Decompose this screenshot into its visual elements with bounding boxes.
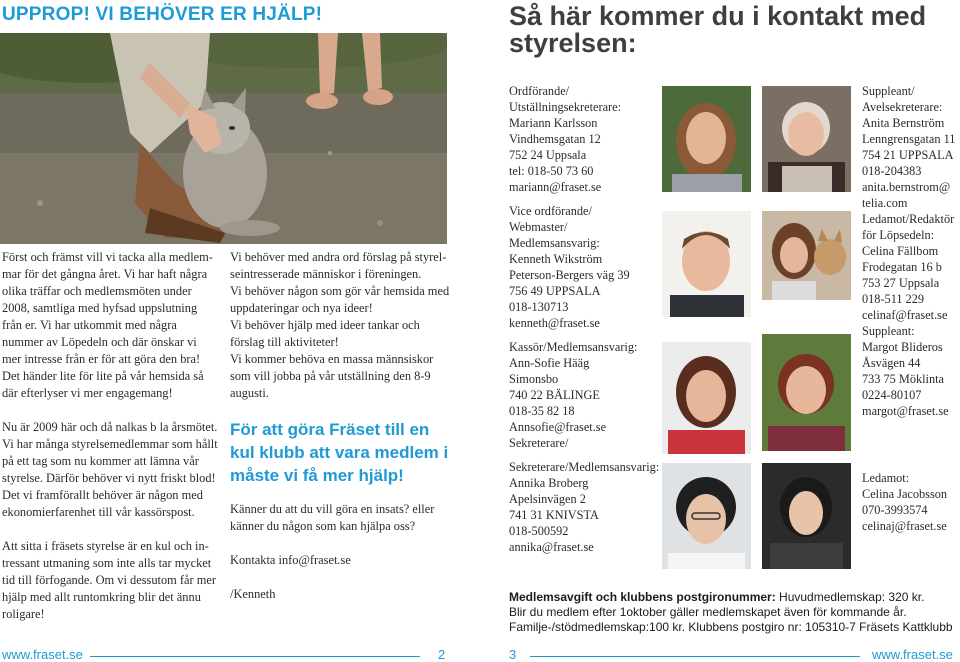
appeal-column <box>230 249 450 620</box>
contact-line: Avelsekreterare: <box>862 100 943 114</box>
contact-line: Lenngrensgatan 11 <box>862 132 956 146</box>
contact-line: 756 49 UPPSALA <box>509 284 601 298</box>
question-paragraph: Känner du att du vill göra en insats? eller känner du någon som kan hjälpa oss? <box>230 502 435 533</box>
portrait-mariann <box>662 86 751 192</box>
contact-line: Suppleant/ <box>862 84 915 98</box>
contact-line: Webmaster/ <box>509 220 568 234</box>
contact-line: Annika Broberg <box>509 476 589 490</box>
contact-line: 754 21 UPPSALA <box>862 148 954 162</box>
contact-chairman <box>509 83 621 195</box>
need-item: Vi behöver någon som gör vår hemsida med uppdateringar och nya ideer! <box>230 284 450 315</box>
intro-paragraph: Först och främst vill vi tacka alla medlem- mar för det gångna året. Vi har haft några olika träffar och medlemsmöten under 2008, samtliga med hyfsad uppslutning från er. Vi har utkommit med några nummer av Löpedeln och där önskar vi mer intresse från er för att göra den bra! Det händer lite för lite på vår hemsida så där efterlyser vi mer engagemang! <box>2 250 213 400</box>
contact-email[interactable]: celinaj@fraset.se <box>862 519 947 533</box>
fee-line: Blir du medlem efter 1oktober gäller medlemskapet även för kommande år. <box>509 605 907 619</box>
portrait-anita <box>762 86 851 192</box>
contact-line: 740 22 BÄLINGE <box>509 388 600 402</box>
portrait-margot <box>762 334 851 451</box>
footer-rule-left <box>90 656 420 657</box>
contact-email[interactable]: kenneth@fraset.se <box>509 316 600 330</box>
membership-fee-note <box>509 590 959 635</box>
footer-website-right[interactable]: www.fraset.se <box>872 647 953 662</box>
contact-line: Medlemsansvarig: <box>509 236 600 250</box>
page-number-left: 2 <box>438 647 446 662</box>
contact-email[interactable]: telia.com <box>862 196 908 210</box>
contact-line: Ledamot/Redaktör <box>862 212 955 226</box>
contact-line: Kenneth Wikström <box>509 252 603 266</box>
need-item: Vi behöver hjälp med ideer tankar och förslag till aktiviteter! <box>230 318 420 349</box>
footer-website-left[interactable]: www.fraset.se <box>2 647 83 662</box>
cat-petting-photo <box>0 33 447 244</box>
contact-line: för Löpsedeln: <box>862 228 935 242</box>
contact-line: 753 27 Uppsala <box>862 276 940 290</box>
contact-email[interactable]: margot@fraset.se <box>862 404 949 418</box>
slogan-heading: För att göra Fräset till en kul klubb att vara medlem i måste vi få mer hjälp! <box>230 420 449 485</box>
fee-line: Familje-/stödmedlemskap:100 kr. Klubbens postgiro nr: 105310-7 Fräsets Kattklubb <box>509 620 953 634</box>
contact-line: 752 24 Uppsala <box>509 148 587 162</box>
contact-line: 018-500592 <box>509 524 569 538</box>
fee-heading: Medlemsavgift och klubbens postgironummer: <box>509 590 776 604</box>
contact-line: Utställningsekreterare: <box>509 100 621 114</box>
needs-list <box>230 249 450 402</box>
contact-line: Vindhemsgatan 12 <box>509 132 601 146</box>
contact-vice-chairman <box>509 203 630 331</box>
intro-column <box>2 249 218 640</box>
contact-line: Ledamot: <box>862 471 910 485</box>
portrait-annika <box>662 463 751 569</box>
contact-line: Celina Fällbom <box>862 244 939 258</box>
board-paragraph: Att sitta i fräsets styrelse är en kul och in- tressant utmaning som inte alls tar mycket tid till förfogande. Om vi dessutom får mer hjälp med allt runtomkring blir det ännu roligare! <box>2 539 217 621</box>
contact-line: Åsvägen 44 <box>862 356 921 370</box>
contact-line: 018-511 229 <box>862 292 925 306</box>
contact-line: 018-130713 <box>509 300 569 314</box>
contact-line: Kassör/Medlemsansvarig: <box>509 340 638 354</box>
contact-email[interactable]: mariann@fraset.se <box>509 180 602 194</box>
portrait-ann-sofie <box>662 342 751 454</box>
contact-email[interactable]: anita.bernstrom@ <box>862 180 951 194</box>
portrait-celina-j <box>762 463 851 569</box>
page-number-right: 3 <box>509 647 517 662</box>
signature: /Kenneth <box>230 587 276 601</box>
contact-line: Celina Jacobsson <box>862 487 948 501</box>
contact-line: Sekreterare/ <box>509 436 569 450</box>
contact-info: Kontakta info@fraset.se <box>230 553 351 567</box>
contact-line: Suppleant: <box>862 324 915 338</box>
need-item: Vi kommer behöva en massa männsiskor som vill jobba på vår utställning den 8-9 augusti. <box>230 352 434 400</box>
contact-heading: Så här kommer du i kontakt med styrelsen: <box>509 1 927 58</box>
page-title: UPPROP! VI BEHÖVER ER HJÄLP! <box>2 4 323 25</box>
contact-line: 070-3993574 <box>862 503 928 517</box>
portrait-kenneth <box>662 211 751 317</box>
contact-line: Frodegatan 16 b <box>862 260 942 274</box>
footer-rule-right <box>530 656 860 657</box>
contact-treasurer <box>509 339 637 451</box>
contact-line: Apelsinvägen 2 <box>509 492 586 506</box>
contact-line: 018-204383 <box>862 164 922 178</box>
contact-line: tel: 018-50 73 60 <box>509 164 594 178</box>
contact-line: Mariann Karlsson <box>509 116 598 130</box>
contact-secretary <box>509 459 659 555</box>
contact-member-celina-j <box>862 470 947 534</box>
contact-line: 733 75 Möklinta <box>862 372 944 386</box>
contact-line: Ann-Sofie Hääg <box>509 356 590 370</box>
contact-email[interactable]: celinaf@fraset.se <box>862 308 948 322</box>
contact-line: Vice ordförande/ <box>509 204 592 218</box>
portrait-celina-f <box>762 211 851 300</box>
fee-line: Huvudmedlemskap: 320 kr. <box>775 590 925 604</box>
contact-line: Peterson-Bergers väg 39 <box>509 268 630 282</box>
need-item: Vi behöver med andra ord förslag på styrel- seintresserade människor i föreningen. <box>230 250 447 281</box>
contact-email[interactable]: Annsofie@fraset.se <box>509 420 607 434</box>
contact-line: 0224-80107 <box>862 388 922 402</box>
contact-board-right <box>862 83 955 419</box>
contact-line: Sekreterare/Medlemsansvarig: <box>509 460 660 474</box>
contact-line: 018-35 82 18 <box>509 404 575 418</box>
contact-line: Simonsbo <box>509 372 559 386</box>
contact-line: Margot Blideros <box>862 340 943 354</box>
contact-email[interactable]: annika@fraset.se <box>509 540 594 554</box>
contact-line: Anita Bernström <box>862 116 945 130</box>
contact-line: 741 31 KNIVSTA <box>509 508 599 522</box>
annual-meeting-paragraph: Nu är 2009 här och då nalkas b la årsmötet. Vi har många styrelsemedlemmar som hållt på ett tag som nu kommer att lämna vår styrelse. Därför behöver vi nytt friskt blod! Det vi framförallt behöver är någon med ekonomierfarenhet till vår kassörspost. <box>2 420 218 519</box>
contact-line: Ordförande/ <box>509 84 570 98</box>
